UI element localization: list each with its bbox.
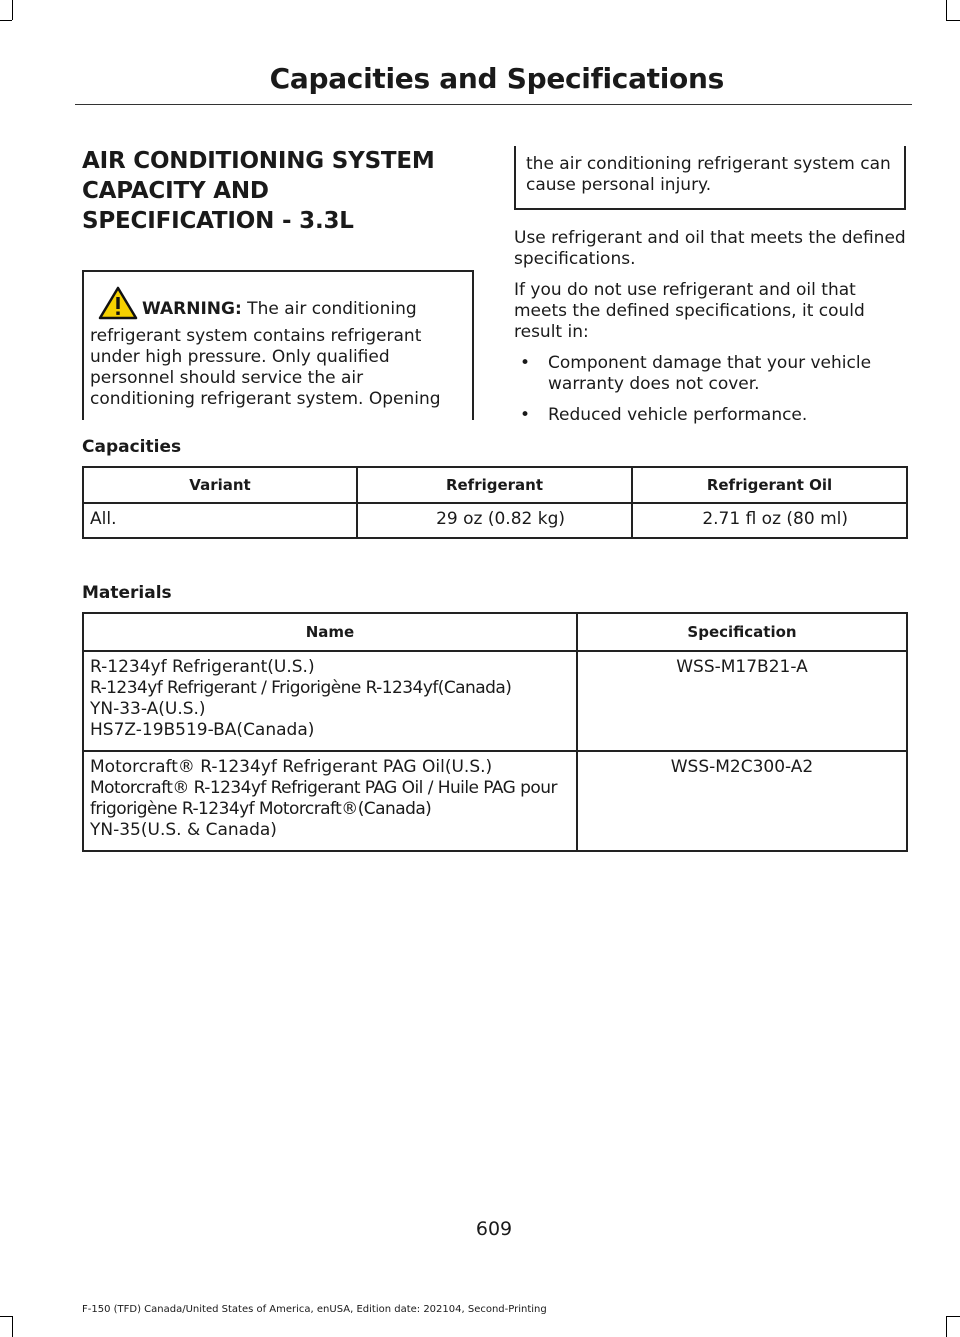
table-cell: WSS-M2C300-A2 bbox=[577, 751, 907, 851]
table-header-row bbox=[83, 613, 907, 651]
column-header: Refrigerant Oil bbox=[632, 467, 907, 503]
crop-mark bbox=[12, 0, 13, 20]
table-header-row bbox=[83, 467, 907, 503]
warning-continuation: the air conditioning refrigerant system can cause personal injury. bbox=[514, 146, 906, 210]
bullet-dot-icon: • bbox=[520, 405, 531, 425]
table-row bbox=[83, 651, 907, 751]
left-column bbox=[82, 146, 474, 420]
bullet-list bbox=[514, 353, 906, 426]
page-footer: F-150 (TFD) Canada/United States of America, enUSA, Edition date: 202104, Second-Printing bbox=[82, 1304, 547, 1315]
column-header: Variant bbox=[83, 467, 357, 503]
section-title bbox=[82, 146, 474, 236]
material-name-line: HS7Z-19B519-BA(Canada) bbox=[90, 720, 315, 740]
warning-triangle-icon bbox=[98, 286, 138, 326]
capacities-heading: Capacities bbox=[82, 437, 182, 457]
page-header-title: Capacities and Specifications bbox=[269, 62, 724, 95]
materials-heading: Materials bbox=[82, 583, 172, 603]
column-header: Refrigerant bbox=[357, 467, 632, 503]
crop-mark bbox=[0, 20, 12, 21]
materials-table bbox=[82, 612, 908, 852]
table-cell: 2.71 fl oz (80 ml) bbox=[632, 503, 907, 538]
material-name-line: Motorcraft® R-1234yf Refrigerant PAG Oil(U.S.) bbox=[90, 757, 493, 777]
right-column bbox=[514, 146, 906, 436]
header-divider bbox=[75, 104, 912, 105]
material-name-line: R-1234yf Refrigerant(U.S.) bbox=[90, 657, 315, 677]
capacities-table bbox=[82, 466, 908, 539]
warning-label: WARNING: bbox=[142, 299, 242, 319]
section-title-line: SPECIFICATION - 3.3L bbox=[82, 208, 354, 234]
material-name-line: YN-35(U.S. & Canada) bbox=[90, 820, 277, 840]
bullet-dot-icon: • bbox=[520, 353, 531, 373]
material-name-line: R-1234yf Refrigerant / Frigorigène R-1234yf(Canada) bbox=[90, 678, 512, 698]
page-number: 609 bbox=[475, 1218, 513, 1240]
warning-text: The air conditioning refrigerant system contains refrigerant under high pressure. Only qualified personnel should service the air conditioning refrigerant system. Opening bbox=[90, 299, 441, 409]
column-header: Name bbox=[83, 613, 577, 651]
material-name-line: Motorcraft® R-1234yf Refrigerant PAG Oil / Huile PAG pour frigorigène R-1234yf Motorcraft®(Canada) bbox=[90, 778, 557, 819]
bullet-text: Reduced vehicle performance. bbox=[548, 405, 808, 425]
table-row bbox=[83, 503, 907, 538]
crop-mark bbox=[12, 1316, 13, 1337]
crop-mark bbox=[946, 20, 960, 21]
bullet-item bbox=[514, 405, 906, 426]
bullet-text: Component damage that your vehicle warranty does not cover. bbox=[548, 353, 872, 394]
section-title-line: CAPACITY AND bbox=[82, 178, 269, 204]
material-name-line: YN-33-A(U.S.) bbox=[90, 699, 206, 719]
crop-mark bbox=[946, 1316, 960, 1317]
table-cell bbox=[83, 651, 577, 751]
warning-box bbox=[82, 270, 474, 420]
table-row bbox=[83, 751, 907, 851]
crop-mark bbox=[946, 1316, 947, 1337]
table-cell: WSS-M17B21-A bbox=[577, 651, 907, 751]
table-cell: 29 oz (0.82 kg) bbox=[357, 503, 632, 538]
bullet-item bbox=[514, 353, 906, 395]
table-cell bbox=[83, 751, 577, 851]
paragraph: Use refrigerant and oil that meets the defined specifications. bbox=[514, 228, 906, 269]
section-title-line: AIR CONDITIONING SYSTEM bbox=[82, 148, 435, 174]
table-cell: All. bbox=[83, 503, 357, 538]
crop-mark bbox=[946, 0, 947, 20]
column-header: Specification bbox=[577, 613, 907, 651]
crop-mark bbox=[0, 1316, 12, 1317]
paragraph: If you do not use refrigerant and oil that meets the defined specifications, it could result in: bbox=[514, 280, 865, 342]
